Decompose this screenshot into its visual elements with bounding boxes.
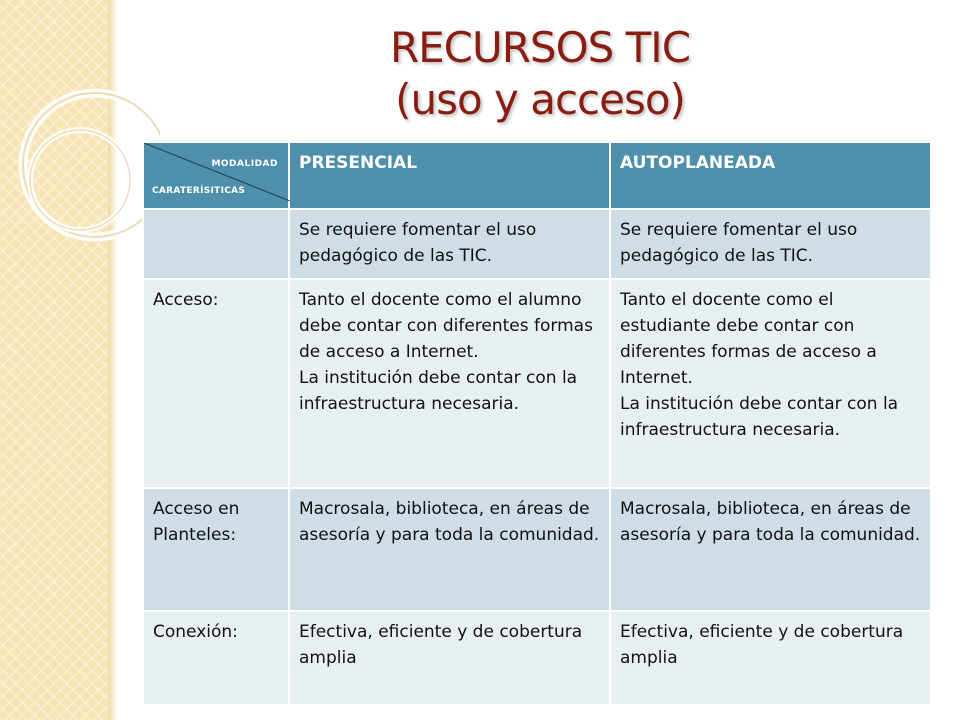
cell-autoplaneada bbox=[610, 209, 931, 279]
cell-text: Macrosala, biblioteca, en áreas de asesoría y para toda la comunidad. bbox=[620, 499, 921, 545]
cell-text: Efectiva, eficiente y de cobertura amplia bbox=[620, 622, 904, 668]
table-row bbox=[143, 209, 931, 279]
cell-text: Macrosala, biblioteca, en áreas de asesoría y para toda la comunidad. bbox=[299, 499, 600, 545]
row-label: Acceso en Planteles: bbox=[143, 488, 289, 611]
corner-label-modalidad: MODALIDAD bbox=[211, 159, 278, 169]
table-row bbox=[143, 279, 931, 488]
row-label: Conexión: bbox=[143, 611, 289, 705]
decorative-circles bbox=[0, 0, 160, 300]
title-line-1: RECURSOS TIC bbox=[389, 23, 691, 72]
cell-presencial bbox=[289, 488, 610, 611]
cell-text: Se requiere fomentar el uso pedagógico de las TIC. bbox=[620, 220, 858, 266]
cell-presencial bbox=[289, 279, 610, 488]
cell-text: La institución debe contar con la infraestructura necesaria. bbox=[299, 368, 578, 414]
title-line-2: (uso y acceso) bbox=[395, 75, 685, 124]
table-row bbox=[143, 611, 931, 705]
row-label bbox=[143, 209, 289, 279]
cell-autoplaneada bbox=[610, 611, 931, 705]
corner-label-caracteristicas: CARATERÍSITICAS bbox=[152, 186, 246, 196]
cell-presencial bbox=[289, 611, 610, 705]
cell-text: Se requiere fomentar el uso pedagógico de las TIC. bbox=[299, 220, 537, 266]
table-header-row bbox=[143, 142, 931, 209]
cell-autoplaneada bbox=[610, 279, 931, 488]
slide-title bbox=[300, 22, 780, 126]
table-row bbox=[143, 488, 931, 611]
cell-text: Tanto el docente como el estudiante debe contar con diferentes formas de acceso a Internet. bbox=[620, 290, 877, 388]
cell-presencial bbox=[289, 209, 610, 279]
corner-header-cell bbox=[143, 142, 289, 209]
header-autoplaneada: AUTOPLANEADA bbox=[610, 142, 931, 209]
comparison-table bbox=[142, 141, 932, 706]
row-label: Acceso: bbox=[143, 279, 289, 488]
cell-text: Efectiva, eficiente y de cobertura amplia bbox=[299, 622, 583, 668]
cell-text: La institución debe contar con la infraestructura necesaria. bbox=[620, 394, 899, 440]
cell-text: Tanto el docente como el alumno debe contar con diferentes formas de acceso a Internet. bbox=[299, 290, 593, 362]
cell-autoplaneada bbox=[610, 488, 931, 611]
header-presencial: PRESENCIAL bbox=[289, 142, 610, 209]
